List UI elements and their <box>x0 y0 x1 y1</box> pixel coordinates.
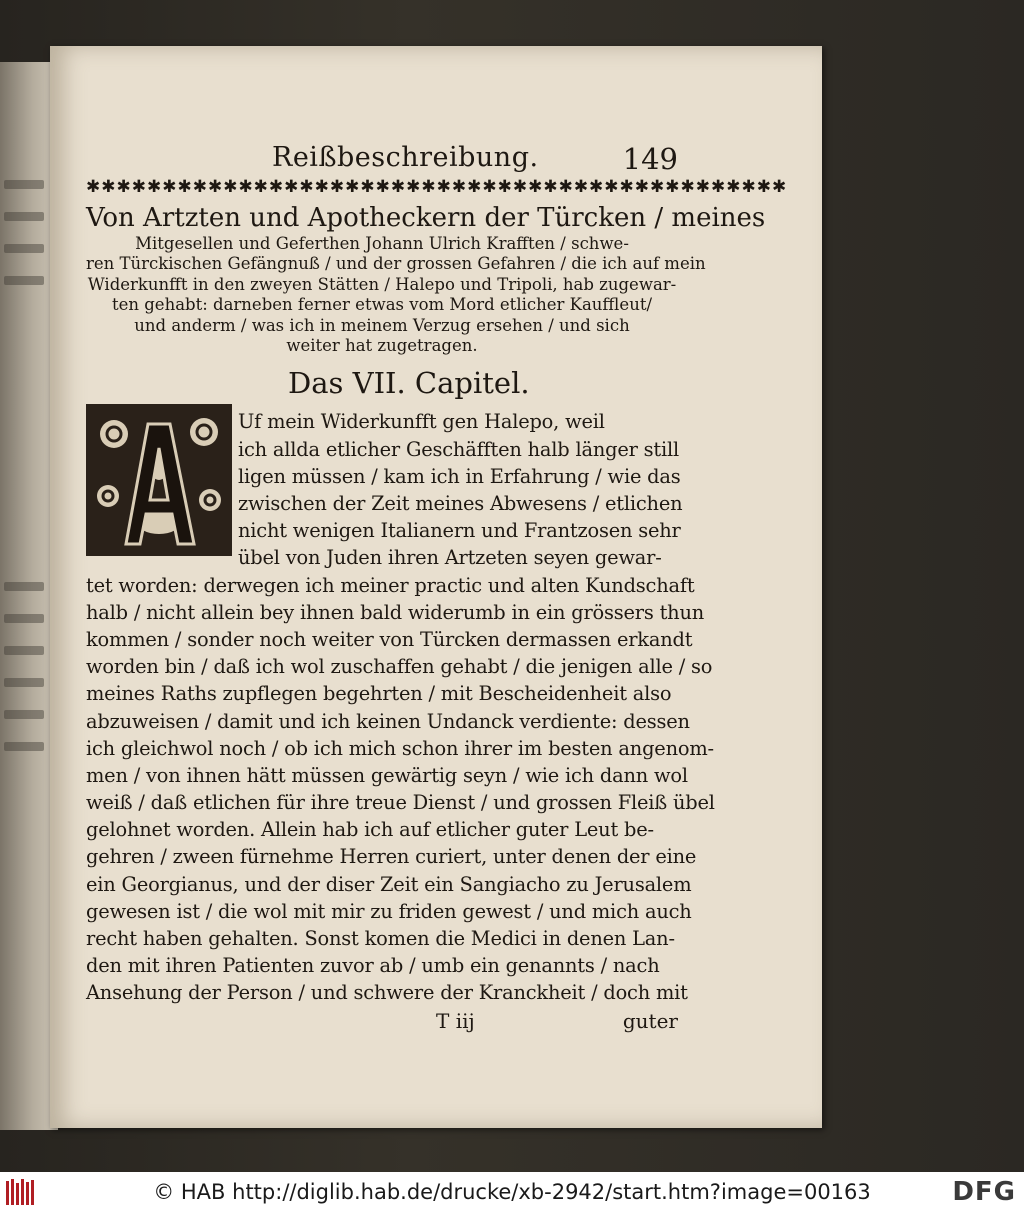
chapter-heading: Das VII. Capitel. <box>288 366 530 401</box>
body-line: kommen / sonder noch weiter von Türcken dermassen erkandt <box>86 627 693 651</box>
chapter-summary <box>86 202 766 356</box>
summary-line: Widerkunfft in den zweyen Stätten / Halepo und Tripoli, hab zugewar- <box>87 274 677 294</box>
body-line: ligen müssen / kam ich in Erfahrung / wie das <box>238 464 681 488</box>
body-line: men / von ihnen hätt müssen gewärtig seyn / wie ich dann wol <box>86 763 688 787</box>
body-line: gelohnet worden. Allein hab ich auf etlicher guter Leut be- <box>86 818 654 842</box>
footer-copyright-link[interactable]: © HAB http://diglib.hab.de/drucke/xb-2942/start.htm?image=00163 <box>153 1180 871 1204</box>
body-line: ein Georgianus, und der diser Zeit ein Sangiacho zu Jerusalem <box>86 872 692 896</box>
body-line: den mit ihren Patienten zuvor ab / umb ein genannts / nach <box>86 954 660 978</box>
summary-line: ten gehabt: darneben ferner etwas vom Mord etlicher Kauffleut/ <box>111 295 653 315</box>
summary-line: Mitgesellen und Geferthen Johann Ulrich Krafften / schwe- <box>135 234 629 253</box>
body-line: meines Raths zupflegen begehrten / mit Bescheidenheit also <box>86 682 672 706</box>
body-line: worden bin / daß ich wol zuschaffen gehabt / die jenigen alle / so <box>86 655 713 679</box>
body-text <box>86 408 715 1006</box>
signature-mark: T iij <box>436 1008 475 1033</box>
body-line: abzuweisen / damit und ich keinen Undanck verdiente: dessen <box>86 709 690 733</box>
body-line: gewesen ist / die wol mit mir zu friden gewest / und mich auch <box>86 899 692 923</box>
body-line: recht haben gehalten. Sonst komen die Medici in denen Lan- <box>86 927 675 950</box>
body-line: tet worden: derwegen ich meiner practic und alten Kundschaft <box>86 573 695 597</box>
body-line: weiß / daß etlichen für ihre treue Dienst / und grossen Fleiß übel <box>86 791 715 815</box>
body-line: Ansehung der Person / und schwere der Kranckheit / doch mit <box>86 981 688 1005</box>
body-line: ich gleichwol noch / ob ich mich schon ihrer im besten angenom- <box>86 736 714 760</box>
body-line: zwischen der Zeit meines Abwesens / etlichen <box>238 492 683 515</box>
summary-line: weiter hat zugetragen. <box>286 336 478 356</box>
running-title: Reißbeschreibung. <box>272 142 539 173</box>
page-text-block <box>86 142 788 1039</box>
catchword: guter <box>622 1008 678 1033</box>
body-line: nicht wenigen Italianern und Frantzosen sehr <box>238 519 681 543</box>
summary-line: und anderm / was ich in meinem Verzug ersehen / und sich <box>134 315 630 335</box>
summary-line: Von Artzten und Apotheckern der Türcken / meines <box>86 203 766 233</box>
body-line: Uf mein Widerkunfft gen Halepo, weil <box>238 410 605 434</box>
footer-bar <box>0 1172 1024 1212</box>
body-line: übel von Juden ihren Artzeten seyen gewar- <box>238 546 662 570</box>
body-line: halb / nicht allein bey ihnen bald widerumb in ein grössers thun <box>86 600 705 624</box>
body-line: ich allda etlicher Geschäfften halb länger still <box>238 437 679 461</box>
body-line: gehren / zween fürnehme Herren curiert, unter denen der eine <box>86 845 697 869</box>
dfg-logo: DFG <box>952 1177 1016 1207</box>
signature-line <box>86 1009 678 1039</box>
page-number: 149 <box>622 142 678 176</box>
ornament-rule: ✱✱✱✱✱✱✱✱✱✱✱✱✱✱✱✱✱✱✱✱✱✱✱✱✱✱✱✱✱✱✱✱✱✱✱✱✱✱✱✱✱✱✱✱✱✱ <box>86 177 788 197</box>
running-head <box>86 142 678 180</box>
summary-line: ren Türckischen Gefängnuß / und der grossen Gefahren / die ich auf mein <box>86 254 706 274</box>
